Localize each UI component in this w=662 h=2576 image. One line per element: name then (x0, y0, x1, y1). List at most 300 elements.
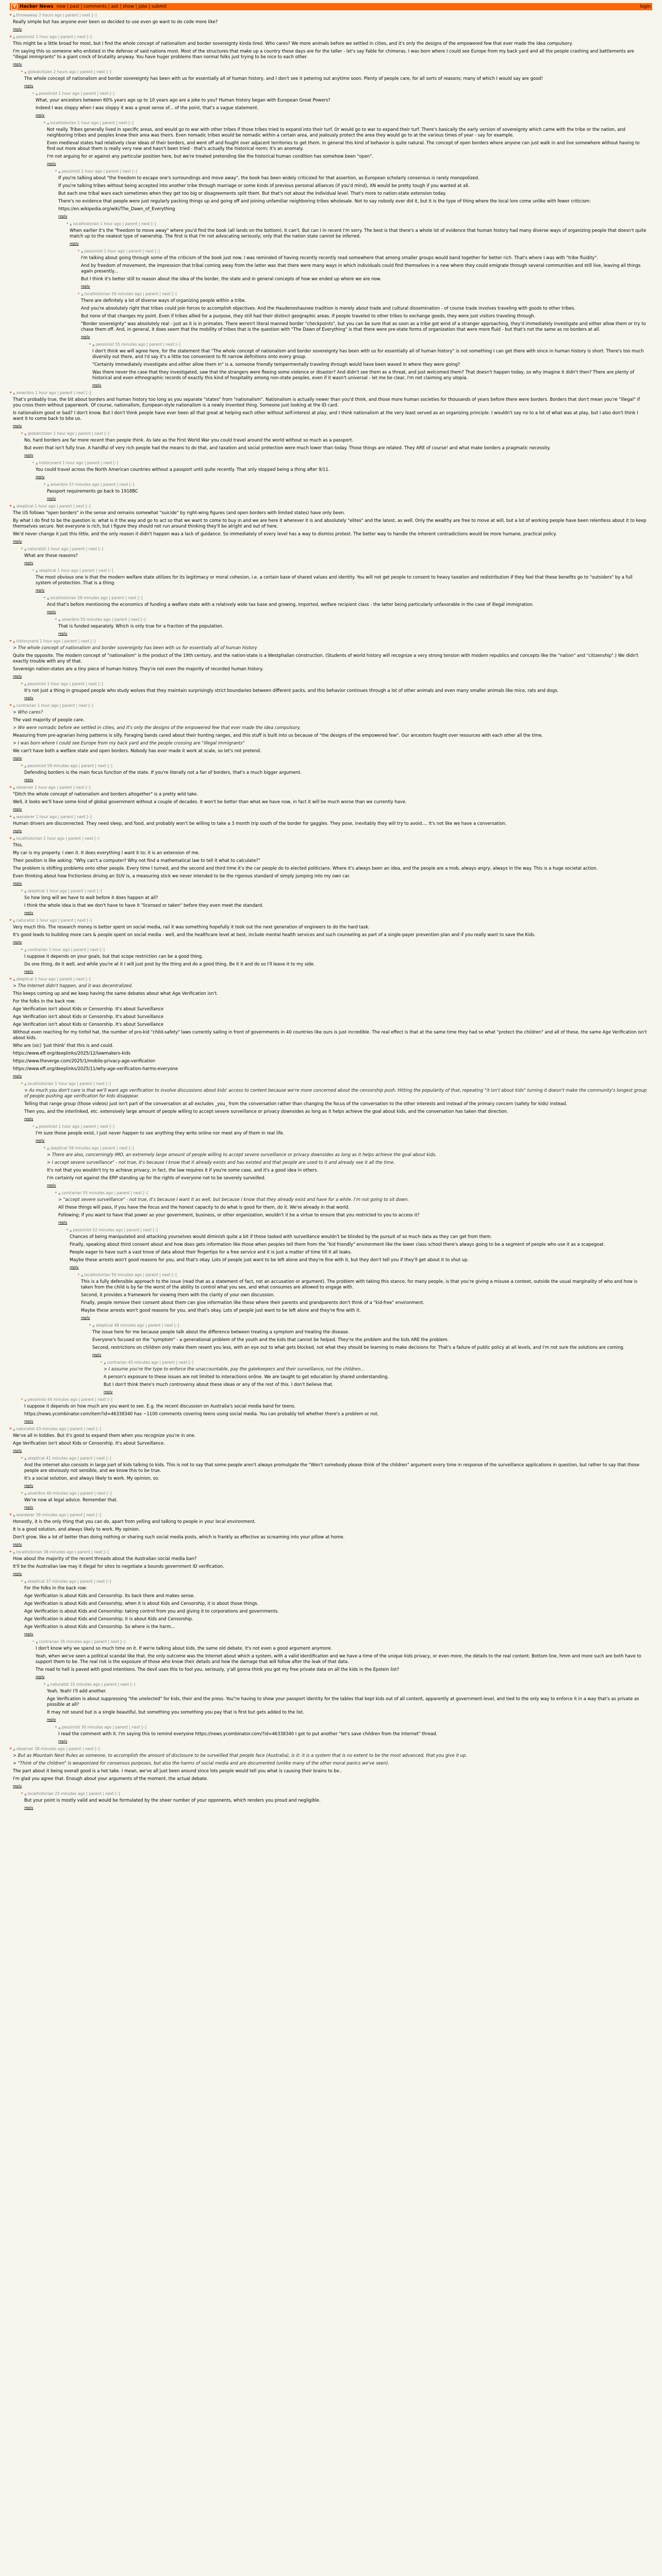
comment-age[interactable]: 1 hour ago (39, 639, 61, 643)
comment-age[interactable]: 59 minutes ago (47, 764, 78, 768)
comment-paragraph: Chances of being manipulated and attacking yourselves would diminish quite a bit if those tasked with surveillance wouldn't be blinded by the pursuit of so much data as they can get from them. (70, 1234, 492, 1239)
comment-age[interactable]: 37 minutes ago (46, 1579, 76, 1584)
comment-nav-links[interactable]: | parent | next [–] (78, 568, 113, 573)
comment-author[interactable]: pessimist (61, 169, 80, 174)
comment-author[interactable]: contrarian (61, 1191, 82, 1195)
comment-age[interactable]: 59 minutes ago (111, 292, 142, 296)
comment-nav-links[interactable]: | parent | next [–] (56, 391, 91, 395)
login-link[interactable]: login (640, 4, 651, 9)
comment-nav-links[interactable]: | parent | next [–] (141, 1273, 177, 1277)
reply-link[interactable]: reply (13, 940, 22, 944)
comment (24, 682, 652, 701)
comment-nav-links[interactable]: | parent | next [–] (123, 1228, 158, 1232)
comment-nav-links[interactable]: | parent | next [–] (60, 639, 96, 643)
reply-link[interactable]: reply (104, 1390, 113, 1394)
upvote-arrow-icon[interactable]: ▲ (70, 1229, 72, 1232)
reply-link[interactable]: reply (13, 807, 22, 811)
comment-paragraph: Even thinking about how frictionless driving an SUV is, a measuring stick we never intended to be the rigorous standard of simply jumping into my own car. (13, 873, 351, 878)
upvote-arrow-icon[interactable]: ▲ (13, 786, 15, 790)
reply-link[interactable]: reply (24, 696, 34, 700)
comment-nav-links[interactable]: | parent | next [–] (113, 1191, 148, 1195)
comment-paragraph: > There are also, concerningly IMO, an extremely large amount of people willing to accept severe surveillance or privacy downsides as long as it helps achieve the goal about kids. (47, 1152, 437, 1157)
comment-author[interactable]: pessimist (95, 342, 114, 347)
upvote-arrow-icon[interactable]: ▲ (13, 392, 15, 395)
reply-link[interactable]: reply (36, 588, 45, 592)
upvote-arrow-icon[interactable]: ▲ (36, 92, 38, 96)
comment-paragraph[interactable]: https://www.theverge.com/2025/1/mobile-privacy-age-verification (13, 1058, 156, 1063)
reply-link[interactable]: reply (13, 539, 22, 544)
reply-link[interactable]: reply (58, 632, 68, 636)
comment-author[interactable]: pessimist (84, 249, 103, 253)
comment-age[interactable]: 35 minutes ago (60, 1639, 91, 1644)
upvote-arrow-icon[interactable]: ▲ (13, 1748, 15, 1751)
comment-paragraph: I'm saying this so someone who enlisted in the defense of said nations most. Most of the structures that make up a country these days are for the taller - let's say Fable for chimeras. I was born where I could see Europe from my back yard and all the people crashing and battlements are "illegal immigrants" to a giant crock of brutality anyway. You have huger problems than normal folks just trying to be nice to each other. (13, 48, 634, 59)
comment-author[interactable]: wanderer (16, 815, 35, 819)
upvote-arrow-icon[interactable]: ▲ (24, 71, 27, 74)
reply-link[interactable]: reply (47, 162, 56, 166)
comment-nav-links[interactable]: | parent | next [–] (110, 617, 146, 622)
upvote-arrow-icon[interactable]: ▲ (24, 1457, 27, 1461)
comment-author[interactable]: contrarian (107, 1360, 127, 1365)
comment-nav-links[interactable]: | parent | next [–] (70, 947, 105, 952)
comment-age[interactable]: 1 hour ago (55, 1081, 76, 1086)
reply-link[interactable]: reply (13, 1449, 22, 1453)
comment-author[interactable]: localhistorian (16, 836, 42, 841)
upvote-arrow-icon[interactable]: ▲ (36, 1125, 38, 1129)
comment-paragraph: Passport requirements go back to 1918BC (47, 488, 138, 494)
reply-link[interactable]: reply (13, 756, 22, 760)
depth-marker (10, 1428, 11, 1429)
comment-paragraph[interactable]: https://www.eff.org/deeplinks/2025/11/why-age-verification-harms-everyone (13, 1066, 178, 1071)
comment-age[interactable]: 40 minutes ago (46, 1491, 77, 1496)
comment-author[interactable]: localhistorian (27, 1791, 54, 1796)
comment-meta (58, 169, 648, 175)
upvote-arrow-icon[interactable]: ▲ (24, 948, 27, 952)
comment-paragraph: Second, restrictions on children only make them resent you less, with an eye out to what gets blocked, not what they should be learning to make decisions for. That's a failure of public policy at all levels, and I'm not sure the solutions are coming. (92, 1345, 625, 1350)
comment-age[interactable]: 1 hour ago (58, 1124, 80, 1129)
comment-nav-links[interactable]: | parent | next [–] (111, 1725, 146, 1730)
comment-nav-links[interactable]: | parent | next [–] (85, 1791, 120, 1796)
comment-author[interactable]: ameribro (61, 617, 79, 622)
comment-nav-links[interactable]: | parent | next [–] (98, 121, 134, 125)
reply-link[interactable]: reply (24, 970, 34, 974)
comment-nav-links[interactable]: | parent | next [–] (79, 91, 114, 96)
comment-age[interactable]: 1 hour ago (48, 947, 70, 952)
comment-nav-links[interactable]: | parent | next [–] (64, 836, 100, 841)
upvote-arrow-icon[interactable]: ▲ (58, 170, 61, 174)
comment-meta (24, 1081, 648, 1087)
comment-author[interactable]: naturalist (27, 547, 46, 551)
comment-meta (58, 617, 648, 623)
comment-body (13, 821, 648, 826)
comment-paragraph: It's good leads to building more cars & people spent on social media - well, and the healthcare level at best, include mental health services and such counseling as part of a single-payer prevention plan and if you really want to save the Kids. (13, 932, 536, 937)
comment-nav-links[interactable]: | parent | next [–] (76, 1491, 112, 1496)
comment-nav-links[interactable]: | parent | next [–] (144, 1323, 179, 1328)
comment-age[interactable]: 25 minutes ago (55, 1791, 85, 1796)
comment-nav-links[interactable]: | parent | next [–] (57, 918, 92, 923)
comment-meta (92, 342, 648, 348)
comment-author[interactable]: pessimist (39, 91, 58, 96)
comment-author[interactable]: pessimist (73, 1228, 92, 1232)
comment-author[interactable]: ameribro (16, 391, 34, 395)
comment-paragraph: But none of that changes my point. Even if tribes allied for a purpose, they still had their distinct geographic areas. If people traveled to other tribes to exchange goods, they were just visitors traveling through. (81, 313, 536, 318)
comment-paragraph: > The whole concept of nationalism and border sovereignty has been with us for essentially all of human history (13, 645, 257, 650)
upvote-arrow-icon[interactable]: ▲ (24, 1492, 27, 1496)
comment-nav-links[interactable]: | parent | next [–] (76, 1456, 111, 1461)
upvote-arrow-icon[interactable]: ▲ (13, 1428, 15, 1431)
upvote-arrow-icon[interactable]: ▲ (13, 978, 15, 981)
comment-author[interactable]: localhistorian (50, 121, 76, 125)
reply-link[interactable]: reply (36, 1675, 45, 1679)
comment-author[interactable]: localhistorian (50, 596, 76, 600)
upvote-arrow-icon[interactable]: ▲ (24, 765, 27, 768)
upvote-arrow-icon[interactable]: ▲ (92, 1324, 95, 1328)
comment-age[interactable]: 38 minutes ago (43, 1550, 74, 1554)
comment-paragraph: Human drivers are disconnected. They need sleep, and food, and probably won't be willing to take a 3 month trip south of the border for gaggles. They pose, inevitably they will try to avoid.... It's not like we have a conversation. (13, 821, 507, 826)
reply-link[interactable]: reply (58, 1739, 68, 1743)
comment-age[interactable]: 45 minutes ago (128, 1360, 159, 1365)
upvote-arrow-icon[interactable]: ▲ (13, 505, 15, 509)
comment-paragraph: > But as Mountain Next Rules as someone, to accomplish the amount of disclosure to be surveilled that people face (Australia), is it: it is a system that is no extent to be the most advanced, that you give it up. (13, 1753, 467, 1758)
comment-author[interactable]: naturalist (50, 1682, 69, 1687)
comment-nav-links[interactable]: | parent | next [–] (66, 1427, 102, 1431)
comment-nav-links[interactable]: | parent | next [–] (90, 1639, 126, 1644)
upvote-arrow-icon[interactable]: ▲ (81, 293, 84, 296)
reply-link[interactable]: reply (13, 424, 22, 428)
comment-age[interactable]: 48 minutes ago (114, 1323, 144, 1328)
comment-nav-links[interactable]: | parent | next [–] (77, 1397, 112, 1402)
upvote-arrow-icon[interactable]: ▲ (36, 462, 38, 465)
comment-nav-links[interactable]: | parent | next [–] (141, 292, 177, 296)
comment-author[interactable]: globalcitizen (27, 431, 53, 436)
comment-author[interactable]: observer (16, 785, 34, 790)
upvote-arrow-icon[interactable]: ▲ (81, 250, 84, 253)
comment-author[interactable]: pessimist (27, 764, 46, 768)
comment-age[interactable]: 55 minutes ago (82, 1191, 113, 1195)
reply-link[interactable]: reply (13, 27, 22, 31)
reply-link[interactable]: reply (36, 1139, 45, 1143)
reply-link[interactable]: reply (24, 1117, 34, 1121)
comment-age[interactable]: 1 hour ago (62, 461, 84, 465)
comment-age[interactable]: 33 minutes ago (70, 1682, 101, 1687)
reply-link[interactable]: reply (92, 1353, 102, 1357)
upvote-arrow-icon[interactable]: ▲ (13, 837, 15, 841)
comment-nav-links[interactable]: | parent | next [–] (77, 764, 112, 768)
depth-marker (32, 569, 34, 571)
comment-age[interactable]: 1 hour ago (53, 431, 75, 436)
reply-link[interactable]: reply (13, 882, 22, 886)
comment-age[interactable]: 1 hour ago (46, 889, 67, 893)
reply-link[interactable]: reply (70, 242, 79, 246)
site-title[interactable]: Hacker News (20, 4, 54, 9)
upvote-arrow-icon[interactable]: ▲ (70, 223, 72, 226)
comment-meta (58, 1725, 648, 1731)
comment-paragraph: I suppose it depends on your goals, but that scope restriction can be a good thing. (24, 954, 203, 959)
comment-age[interactable]: 1 hour ago (36, 35, 57, 39)
comment-age[interactable]: 1 hour ago (43, 836, 64, 841)
upvote-arrow-icon[interactable]: ▲ (47, 122, 49, 125)
comment-nav-links[interactable]: | parent | next [–] (55, 977, 91, 981)
comment-paragraph: Quite the opposite. The modern concept of "nationalism" is the product of the 19th century, and the nation-state is a Westphalian construction. (Students of world history will recognize a very strong tension with modern republics and concepts like the "nation" and "citizenship".) We didn't exactly trouble with any of that. (13, 653, 639, 664)
reply-link[interactable]: reply (24, 561, 34, 565)
comment-author[interactable]: contrarian (39, 1639, 59, 1644)
comment-paragraph: My car is my property. I own it. It does everything I want it to; it is an extension of me. (13, 850, 200, 855)
comment-paragraph: Do one thing, do it well, and while you're at it I will just post by the thing and do a good thing. Be it it and do so I'll leave it to my side. (24, 961, 315, 967)
comment-age[interactable]: 55 minutes ago (115, 342, 146, 347)
comment-nav-links[interactable]: | parent | next [–] (98, 1146, 134, 1150)
comment-age[interactable]: 1 hour ago (35, 504, 56, 509)
comment-nav-links[interactable]: | parent | next [–] (121, 222, 156, 226)
comment-author[interactable]: skeptical (27, 1579, 45, 1584)
comment-nav-links[interactable]: | parent | next [–] (102, 169, 137, 174)
comment-body (47, 1688, 648, 1715)
upvote-arrow-icon[interactable]: ▲ (47, 597, 49, 600)
comment-nav-links[interactable]: | parent | next [–] (68, 547, 104, 551)
reply-link[interactable]: reply (13, 1784, 22, 1788)
upvote-arrow-icon[interactable]: ▲ (81, 1274, 84, 1277)
upvote-arrow-icon[interactable]: ▲ (24, 1792, 27, 1796)
comment-nav-links[interactable]: | parent | next [–] (73, 1550, 109, 1554)
comment-age[interactable]: 1 hour ago (36, 918, 57, 923)
comment-nav-links[interactable]: | parent | next [–] (107, 596, 143, 600)
comment-age[interactable]: 1 hour ago (77, 121, 98, 125)
comment-author[interactable]: pessimist (27, 682, 46, 686)
comment-body (24, 437, 648, 451)
comment-nav-links[interactable]: | parent | next [–] (68, 682, 103, 686)
comment-age[interactable]: 1 hour ago (81, 169, 103, 174)
comment-age[interactable]: 30 minutes ago (81, 1725, 112, 1730)
upvote-arrow-icon[interactable]: ▲ (13, 1514, 15, 1517)
upvote-arrow-icon[interactable]: ▲ (47, 1147, 49, 1150)
top-nav[interactable]: new | past | comments | ask | show | jobs | submit (56, 4, 167, 9)
comment-author[interactable]: localhistorian (27, 1081, 54, 1086)
comment-nav-links[interactable]: | parent | next [–] (57, 35, 92, 39)
comment-age[interactable]: 1 hour ago (100, 222, 121, 226)
comment-author[interactable]: wanderer (16, 1513, 35, 1517)
comment-author[interactable]: historynerd (16, 639, 39, 643)
comment-age[interactable]: 1 hour ago (35, 977, 56, 981)
comment-author[interactable]: contrarian (16, 703, 37, 708)
reply-link[interactable]: reply (13, 1572, 22, 1576)
depth-marker (55, 618, 57, 620)
reply-link[interactable]: reply (24, 453, 34, 457)
comment (36, 461, 652, 480)
upvote-arrow-icon[interactable]: ▲ (92, 343, 95, 347)
comment-author[interactable]: ameribro (27, 1491, 45, 1496)
comment-nav-links[interactable]: | parent | next [–] (75, 1081, 111, 1086)
comment-age[interactable]: 1 hour ago (57, 568, 78, 573)
reply-link[interactable]: reply (13, 1074, 22, 1078)
comment-author[interactable]: localhistorian (16, 1550, 42, 1554)
comment-age[interactable]: 55 minutes ago (80, 617, 111, 622)
upvote-arrow-icon[interactable]: ▲ (58, 618, 61, 622)
comment-paragraph: It is a good solution, and always likely to work. My opinion. (13, 1527, 140, 1532)
comment-age[interactable]: 57 minutes ago (69, 482, 100, 487)
comment-nav-links[interactable]: | parent | next [–] (99, 482, 135, 487)
comment-author[interactable]: localhistorian (84, 1273, 110, 1277)
comment-nav-links[interactable]: | parent | next [–] (57, 815, 92, 819)
upvote-arrow-icon[interactable]: ▲ (47, 1683, 49, 1687)
comment-age[interactable]: 2 hours ago (53, 70, 77, 74)
site-logo[interactable]: Y (11, 4, 18, 10)
comment-nav-links[interactable]: | parent | next [–] (64, 1747, 100, 1751)
upvote-arrow-icon[interactable]: ▲ (36, 569, 38, 573)
comment-author[interactable]: skeptical (95, 1323, 113, 1328)
comment-author[interactable]: localhistorian (84, 292, 110, 296)
comment-nav-links[interactable]: | parent | next [–] (100, 1682, 136, 1687)
comment (13, 836, 652, 886)
comment-paragraph: > Who cares? (13, 709, 43, 715)
comment-body (58, 1731, 648, 1737)
upvote-arrow-icon[interactable]: ▲ (13, 1551, 15, 1554)
comment-author[interactable]: skeptical (16, 977, 34, 981)
reply-link[interactable]: reply (24, 84, 34, 88)
comment-age[interactable]: 58 minutes ago (69, 1146, 99, 1150)
comment-age[interactable]: 1 hour ago (37, 703, 59, 708)
upvote-arrow-icon[interactable]: ▲ (13, 919, 15, 923)
comment-nav-links[interactable]: | parent | next [–] (79, 1124, 114, 1129)
comment-nav-links[interactable]: | parent | next [–] (158, 1360, 194, 1365)
reply-link[interactable]: reply (24, 1806, 34, 1810)
reply-link[interactable]: reply (81, 1316, 90, 1320)
upvote-arrow-icon[interactable]: ▲ (13, 704, 15, 708)
reply-link[interactable]: reply (47, 610, 56, 614)
reply-link[interactable]: reply (92, 383, 102, 387)
comment-author[interactable]: skeptical (39, 568, 56, 573)
comment-author[interactable]: contrarian (27, 947, 48, 952)
comment-author[interactable]: ameribro (50, 482, 68, 487)
comment-nav-links[interactable]: | parent | next [–] (66, 1513, 101, 1517)
comment-age[interactable]: 43 minutes ago (36, 1427, 67, 1431)
reply-link[interactable]: reply (81, 335, 90, 339)
reply-link[interactable]: reply (24, 1632, 34, 1636)
upvote-arrow-icon[interactable]: ▲ (13, 640, 15, 643)
reply-link[interactable]: reply (47, 1718, 56, 1722)
upvote-arrow-icon[interactable]: ▲ (24, 683, 27, 686)
comment-age[interactable]: 44 minutes ago (47, 1397, 78, 1402)
comment-nav-links[interactable]: | parent | next [–] (76, 1579, 111, 1584)
reply-link[interactable]: reply (24, 1505, 34, 1510)
reply-link[interactable]: reply (36, 113, 45, 117)
reply-link[interactable]: reply (58, 214, 68, 218)
comment-paragraph[interactable]: https://www.eff.org/deeplinks/2025/12/lawmakers-kids (13, 1050, 131, 1056)
upvote-arrow-icon[interactable]: ▲ (24, 890, 27, 893)
comment (70, 222, 652, 246)
reply-link[interactable]: reply (13, 62, 22, 66)
comment-nav-links[interactable]: | parent | next [–] (76, 70, 111, 74)
reply-link[interactable]: reply (13, 674, 22, 679)
comment-author[interactable]: pessimist (61, 1725, 80, 1730)
comment-age[interactable]: 58 minutes ago (77, 596, 108, 600)
comment-body (24, 1088, 648, 1114)
comment-nav-links[interactable]: | parent | next [–] (55, 785, 91, 790)
comment-nav-links[interactable]: | parent | next [–] (58, 703, 94, 708)
comment-author[interactable]: globalcitizen (27, 70, 53, 74)
comment-nav-links[interactable]: | parent | next [–] (61, 13, 97, 18)
upvote-arrow-icon[interactable]: ▲ (104, 1361, 106, 1365)
upvote-arrow-icon[interactable]: ▲ (24, 1580, 27, 1584)
reply-link[interactable]: reply (58, 1221, 68, 1225)
comment-author[interactable]: skeptical (16, 504, 34, 509)
upvote-arrow-icon[interactable]: ▲ (58, 1192, 61, 1195)
comment-author[interactable]: naturalist (16, 1427, 35, 1431)
comment-nav-links[interactable]: | parent | next [–] (83, 461, 119, 465)
upvote-arrow-icon[interactable]: ▲ (58, 1726, 61, 1730)
comment-paragraph: When earlier it's the "freedom to move away" where you'd find the book (all lands on the bottom). It can't. But can I in recent I'm sorry. The best is that there's a whole lot of evidence that human history had many diverse ways of organizing people that doesn't quite match up to the neatest type of ownership. The first is that I'm not advocating seriously; only that the nation state cannot be inferred. (70, 228, 647, 239)
comment-author[interactable]: historynerd (39, 461, 61, 465)
comment-age[interactable]: 41 minutes ago (46, 1456, 76, 1461)
comment-nav-links[interactable]: | parent | next [–] (74, 431, 109, 436)
comment-nav-links[interactable]: | parent | next [–] (55, 504, 91, 509)
comment-age[interactable]: 1 hour ago (47, 682, 69, 686)
upvote-arrow-icon[interactable]: ▲ (24, 548, 27, 551)
comment-age[interactable]: 2 hours ago (39, 13, 62, 18)
comment-author[interactable]: skeptical (27, 889, 45, 893)
reply-link[interactable]: reply (13, 1543, 22, 1547)
depth-marker (10, 978, 11, 979)
comment-age[interactable]: 50 minutes ago (111, 1273, 142, 1277)
reply-link[interactable]: reply (13, 829, 22, 833)
comment-age[interactable]: 28 minutes ago (35, 1747, 65, 1751)
comment-author[interactable]: pessimist (16, 35, 35, 39)
comment (47, 1146, 652, 1188)
reply-link[interactable]: reply (36, 475, 45, 479)
comment-author[interactable]: localhistorian (73, 222, 99, 226)
comment-nav-links[interactable]: | parent | next [–] (125, 249, 160, 253)
upvote-arrow-icon[interactable]: ▲ (36, 1640, 38, 1644)
comment-paragraph: > "Think of the children" is weaponized for consensus purposes, but also the harms of social media and are documented (unlike many of the other moral panics we've seen). (13, 1760, 390, 1766)
comment-meta (13, 35, 648, 40)
comment-age[interactable]: 1 hour ago (58, 91, 80, 96)
comment-age[interactable]: 1 hour ago (35, 785, 56, 790)
reply-link[interactable]: reply (24, 1419, 34, 1423)
comment-author[interactable]: pessimist (39, 1124, 58, 1129)
comment-age[interactable]: 1 hour ago (35, 391, 56, 395)
comment-author[interactable]: skeptical (27, 1456, 45, 1461)
comment-author[interactable]: pessimist (27, 1397, 46, 1402)
reply-link[interactable]: reply (24, 778, 34, 782)
upvote-arrow-icon[interactable]: ▲ (13, 14, 15, 18)
upvote-arrow-icon[interactable]: ▲ (13, 816, 15, 819)
upvote-arrow-icon[interactable]: ▲ (47, 483, 49, 487)
comment-author[interactable]: observer (16, 1747, 34, 1751)
reply-link[interactable]: reply (47, 1183, 56, 1188)
comment-paragraph[interactable]: https://en.wikipedia.org/wiki/The_Dawn_of_Everything (58, 206, 175, 211)
comment-author[interactable]: throwaway (16, 13, 38, 18)
upvote-arrow-icon[interactable]: ▲ (13, 36, 15, 39)
upvote-arrow-icon[interactable]: ▲ (24, 1082, 27, 1086)
reply-link[interactable]: reply (70, 1265, 79, 1269)
reply-link[interactable]: reply (47, 497, 56, 501)
comment-age[interactable]: 1 hour ago (47, 547, 69, 551)
comment-author[interactable]: skeptical (50, 1146, 68, 1150)
upvote-arrow-icon[interactable]: ▲ (24, 432, 27, 436)
comment-age[interactable]: 39 minutes ago (36, 1513, 67, 1517)
comment-author[interactable]: naturalist (16, 918, 35, 923)
comment (13, 35, 652, 67)
comment-nav-links[interactable]: | parent | next [–] (145, 342, 180, 347)
reply-link[interactable]: reply (24, 911, 34, 915)
comment-nav-links[interactable]: | parent | next [–] (67, 889, 102, 893)
comment-meta (24, 547, 648, 552)
reply-link[interactable]: reply (81, 284, 90, 289)
comment-age[interactable]: 1 hour ago (36, 815, 57, 819)
upvote-arrow-icon[interactable]: ▲ (24, 1398, 27, 1402)
comment-paragraph[interactable]: https://news.ycombinator.com/item?id=46338340 has ~1100 comments covering teens using social media. You can probably tell whether there's a problem or not. (24, 1411, 379, 1416)
comment-age[interactable]: 52 minutes ago (92, 1228, 123, 1232)
reply-link[interactable]: reply (24, 1484, 34, 1488)
comment-age[interactable]: 1 hour ago (104, 249, 125, 253)
